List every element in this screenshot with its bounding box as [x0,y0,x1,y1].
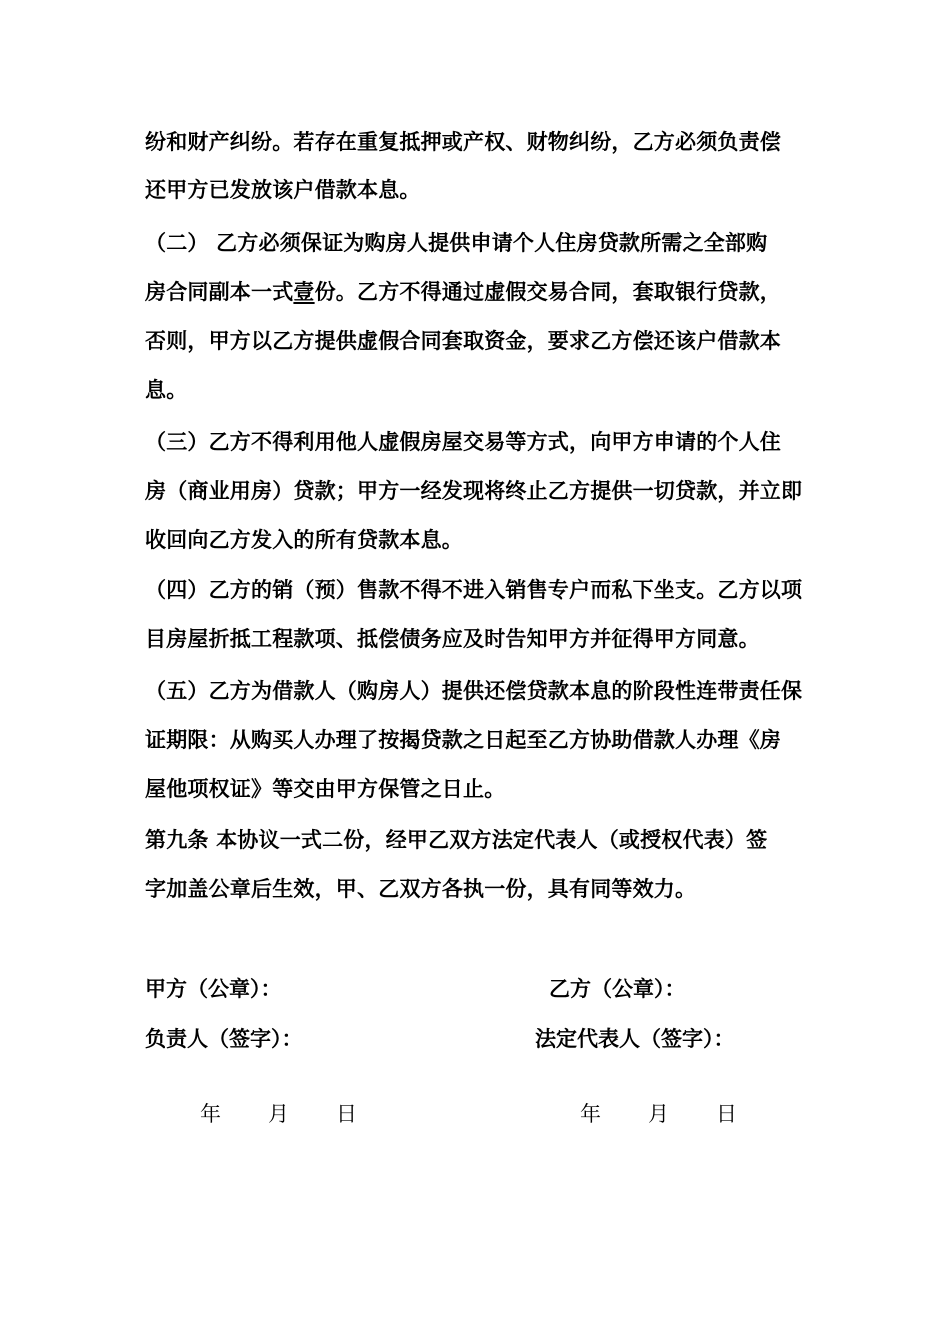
article-9-line-2: 字加盖公章后生效，甲、乙双方各执一份，具有同等效力。 [145,876,697,901]
clause-2-line-4: 息。 [145,377,188,402]
clause-4-line-2: 目房屋折抵工程款项、抵偿债务应及时告知甲方并征得甲方同意。 [145,626,760,651]
clause-3-line-3: 收回向乙方发入的所有贷款本息。 [145,527,463,552]
paragraph-1-line-2: 还甲方已发放该户借款本息。 [145,177,421,202]
paragraph-1-line-1: 纷和财产纠纷。若存在重复抵押或产权、财物纠纷，乙方必须负责偿 [145,129,781,154]
clause-2-text-b: 份。乙方不得通过虚假交易合同，套取银行贷款， [314,279,782,304]
clause-5-line-2: 证期限：从购买人办理了按揭贷款之日起至乙方协助借款人办理《房 [145,727,781,752]
party-b-seal-label: 乙方（公章）： [549,976,686,1001]
clause-5-line-3: 屋他项权证》等交由甲方保管之日止。 [145,776,506,801]
party-a-date-year: 年 [200,1102,221,1126]
party-b-date-day: 日 [716,1102,737,1126]
clause-2-line-2 [145,277,781,307]
party-a-date-day: 日 [336,1102,357,1126]
party-b-date-year: 年 [580,1102,601,1126]
party-b-signatory-label: 法定代表人（签字）： [535,1026,735,1051]
clause-2-text-a: 房合同副本一式 [145,279,294,304]
clause-2-underlined-count: 壹 [293,279,315,304]
clause-2-line-3: 否则，甲方以乙方提供虚假合同套取资金，要求乙方偿还该户借款本 [145,328,781,353]
clause-3-line-2: 房（商业用房）贷款；甲方一经发现将终止乙方提供一切贷款，并立即 [145,478,803,503]
party-a-signatory-label: 负责人（签字）： [145,1026,303,1051]
clause-2-line-1: （二） 乙方必须保证为购房人提供申请个人住房贷款所需之全部购 [145,230,768,255]
party-a-seal-label: 甲方（公章）： [145,976,282,1001]
party-a-date-month: 月 [268,1102,289,1126]
clause-4-line-1: （四）乙方的销（预）售款不得不进入销售专户而私下坐支。乙方以项 [145,577,803,602]
clause-5-line-1: （五）乙方为借款人（购房人）提供还偿贷款本息的阶段性连带责任保 [145,678,803,703]
party-b-date-month: 月 [648,1102,669,1126]
article-9-line-1: 第九条 本协议一式二份，经甲乙双方法定代表人（或授权代表）签 [145,827,768,852]
clause-3-line-1: （三）乙方不得利用他人虚假房屋交易等方式，向甲方申请的个人住 [145,429,781,454]
